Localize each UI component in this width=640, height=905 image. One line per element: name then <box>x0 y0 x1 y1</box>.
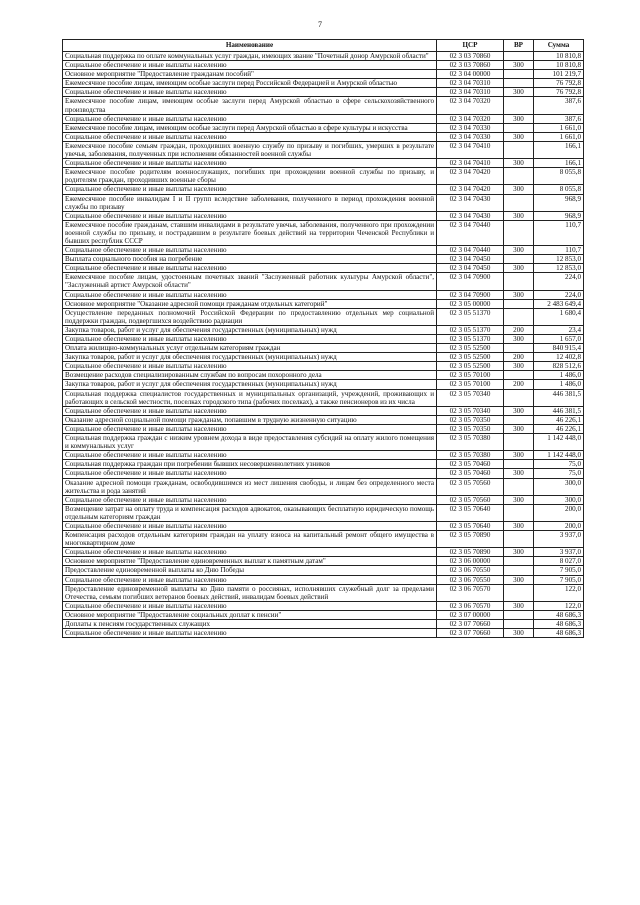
cell-vr <box>504 504 534 521</box>
table-row <box>63 406 584 415</box>
table-row <box>63 521 584 530</box>
table-row <box>63 434 584 451</box>
table-row <box>63 584 584 601</box>
cell-name: Выплата социального пособия на погребение <box>63 255 437 264</box>
table-row <box>63 610 584 619</box>
table-row <box>63 566 584 575</box>
table-body <box>63 52 584 638</box>
table-row <box>63 299 584 308</box>
cell-vr: 300 <box>504 521 534 530</box>
table-row <box>63 353 584 362</box>
cell-name: Социальное обеспечение и иные выплаты населению <box>63 88 437 97</box>
table-row <box>63 325 584 334</box>
cell-name: Закупка товаров, работ и услуг для обеспечения государственных (муниципальных) нужд <box>63 380 437 389</box>
cell-csr: 02 3 04 70450 <box>437 255 504 264</box>
page-number: 7 <box>318 20 322 29</box>
cell-name: Социальное обеспечение и иные выплаты населению <box>63 159 437 168</box>
cell-sum: 446 381,5 <box>534 389 584 406</box>
cell-sum: 1 661,0 <box>534 123 584 132</box>
header-name: Наименование <box>63 40 437 52</box>
cell-vr: 200 <box>504 353 534 362</box>
cell-sum: 48 686,3 <box>534 620 584 629</box>
cell-csr: 02 3 04 70330 <box>437 123 504 132</box>
cell-csr: 02 3 05 51370 <box>437 325 504 334</box>
cell-name: Социальное обеспечение и иные выплаты населению <box>63 114 437 123</box>
cell-sum: 840 915,4 <box>534 344 584 353</box>
cell-csr: 02 3 05 70380 <box>437 434 504 451</box>
cell-csr: 02 3 04 70310 <box>437 88 504 97</box>
table-row <box>63 575 584 584</box>
cell-csr: 02 3 05 70340 <box>437 389 504 406</box>
cell-csr: 02 3 05 70460 <box>437 460 504 469</box>
cell-name: Социальное обеспечение и иные выплаты населению <box>63 61 437 70</box>
cell-vr <box>504 620 534 629</box>
cell-csr: 02 3 05 70890 <box>437 548 504 557</box>
cell-sum: 1 142 448,0 <box>534 434 584 451</box>
cell-vr: 300 <box>504 114 534 123</box>
cell-name: Оплата жилищно-коммунальных услуг отдельным категориям граждан <box>63 344 437 353</box>
cell-csr: 02 3 07 70660 <box>437 629 504 638</box>
cell-vr <box>504 273 534 290</box>
cell-sum: 968,9 <box>534 211 584 220</box>
cell-name: Социальное обеспечение и иные выплаты населению <box>63 521 437 530</box>
cell-vr <box>504 610 534 619</box>
cell-csr: 02 3 05 70100 <box>437 371 504 380</box>
cell-csr: 02 3 04 70410 <box>437 159 504 168</box>
cell-sum: 46 226,1 <box>534 424 584 433</box>
cell-csr: 02 3 05 70640 <box>437 521 504 530</box>
cell-vr <box>504 299 534 308</box>
table-row <box>63 344 584 353</box>
table-row <box>63 531 584 548</box>
table-row <box>63 620 584 629</box>
cell-sum: 387,6 <box>534 97 584 114</box>
cell-vr <box>504 123 534 132</box>
cell-csr: 02 3 06 70550 <box>437 575 504 584</box>
cell-name: Социальная поддержка граждан с низким уровнем дохода в виде предоставления субсидий на оплату жилого помещения и коммунальных услуг <box>63 434 437 451</box>
table-row <box>63 424 584 433</box>
cell-vr: 300 <box>504 159 534 168</box>
cell-name: Ежемесячное пособие лицам, удостоенным почетных званий "Заслуженный работник культуры Амурской области", "Заслуженный артист Амурской области" <box>63 273 437 290</box>
cell-vr: 300 <box>504 290 534 299</box>
cell-vr: 300 <box>504 451 534 460</box>
budget-table <box>62 39 584 638</box>
cell-csr: 02 3 04 70410 <box>437 141 504 158</box>
cell-vr <box>504 557 534 566</box>
cell-vr: 300 <box>504 211 534 220</box>
cell-csr: 02 3 04 70430 <box>437 194 504 211</box>
table-row <box>63 264 584 273</box>
cell-sum: 166,1 <box>534 141 584 158</box>
table-row <box>63 61 584 70</box>
cell-sum: 75,0 <box>534 469 584 478</box>
cell-csr: 02 3 04 70330 <box>437 132 504 141</box>
cell-sum: 76 792,8 <box>534 88 584 97</box>
cell-csr: 02 3 05 70340 <box>437 406 504 415</box>
cell-vr: 200 <box>504 325 534 334</box>
table-row <box>63 52 584 61</box>
cell-name: Оказание адресной социальной помощи гражданам, попавшим в трудную жизненную ситуацию <box>63 415 437 424</box>
cell-name: Социальная поддержка граждан при погребении бывших несовершеннолетних узников <box>63 460 437 469</box>
cell-sum: 46 226,1 <box>534 415 584 424</box>
cell-vr: 300 <box>504 548 534 557</box>
cell-vr: 300 <box>504 406 534 415</box>
cell-sum: 12 853,0 <box>534 264 584 273</box>
cell-name: Социальное обеспечение и иные выплаты населению <box>63 469 437 478</box>
table-row <box>63 97 584 114</box>
cell-name: Социальное обеспечение и иные выплаты населению <box>63 406 437 415</box>
table-row <box>63 335 584 344</box>
table-header-row <box>63 40 584 52</box>
cell-vr <box>504 389 534 406</box>
cell-csr: 02 3 04 70450 <box>437 264 504 273</box>
cell-vr <box>504 194 534 211</box>
cell-csr: 02 3 05 52500 <box>437 344 504 353</box>
cell-vr <box>504 531 534 548</box>
table-row <box>63 123 584 132</box>
cell-sum: 110,7 <box>534 246 584 255</box>
cell-vr <box>504 97 534 114</box>
cell-name: Социальное обеспечение и иные выплаты населению <box>63 575 437 584</box>
cell-name: Основное мероприятие "Предоставление гражданам пособий" <box>63 70 437 79</box>
cell-name: Основное мероприятие "Предоставление единовременных выплат к памятным датам" <box>63 557 437 566</box>
cell-vr: 300 <box>504 246 534 255</box>
cell-sum: 3 937,0 <box>534 531 584 548</box>
cell-csr: 02 3 05 51370 <box>437 308 504 325</box>
cell-sum: 48 686,3 <box>534 629 584 638</box>
cell-name: Предоставление единовременной выплаты ко Дню памяти о россиянах, исполнявших служебный долг за пределами Отечества, семьям погибших ветеранов боевых действий, инвалидам боевых действий <box>63 584 437 601</box>
cell-sum: 300,0 <box>534 495 584 504</box>
table-row <box>63 290 584 299</box>
cell-name: Оказание адресной помощи гражданам, освободившимся из мест лишения свободы, и лицам без определенного места жительства и рода занятий <box>63 478 437 495</box>
cell-csr: 02 3 06 00000 <box>437 557 504 566</box>
cell-csr: 02 3 03 70860 <box>437 52 504 61</box>
cell-sum: 446 381,5 <box>534 406 584 415</box>
cell-sum: 8 027,0 <box>534 557 584 566</box>
table-row <box>63 132 584 141</box>
cell-name: Возмещение затрат на оплату труда и компенсация расходов адвокатов, оказывающих бесплатную юридическую помощь отдельным категориям граждан <box>63 504 437 521</box>
cell-csr: 02 3 05 51370 <box>437 335 504 344</box>
cell-sum: 101 219,7 <box>534 70 584 79</box>
cell-sum: 1 680,4 <box>534 308 584 325</box>
cell-sum: 1 142 448,0 <box>534 451 584 460</box>
cell-vr <box>504 168 534 185</box>
cell-vr: 200 <box>504 380 534 389</box>
cell-vr: 300 <box>504 495 534 504</box>
cell-name: Основное мероприятие "Предоставление социальных доплат к пенсии" <box>63 610 437 619</box>
cell-csr: 02 3 04 70310 <box>437 79 504 88</box>
table-row <box>63 308 584 325</box>
cell-vr: 300 <box>504 362 534 371</box>
cell-name: Предоставление единовременной выплаты ко Дню Победы <box>63 566 437 575</box>
cell-vr <box>504 141 534 158</box>
cell-csr: 02 3 06 70570 <box>437 601 504 610</box>
cell-sum: 224,0 <box>534 290 584 299</box>
table-row <box>63 629 584 638</box>
table-row <box>63 504 584 521</box>
cell-name: Возмещение расходов специализированным службам по вопросам похоронного дела <box>63 371 437 380</box>
cell-sum: 10 810,8 <box>534 61 584 70</box>
cell-sum: 224,0 <box>534 273 584 290</box>
cell-vr: 300 <box>504 264 534 273</box>
table-row <box>63 194 584 211</box>
cell-sum: 23,4 <box>534 325 584 334</box>
cell-name: Социальное обеспечение и иные выплаты населению <box>63 335 437 344</box>
cell-name: Закупка товаров, работ и услуг для обеспечения государственных (муниципальных) нужд <box>63 353 437 362</box>
cell-sum: 387,6 <box>534 114 584 123</box>
cell-csr: 02 3 04 70900 <box>437 273 504 290</box>
cell-sum: 1 486,0 <box>534 371 584 380</box>
cell-vr: 300 <box>504 601 534 610</box>
cell-name: Социальное обеспечение и иные выплаты населению <box>63 264 437 273</box>
cell-csr: 02 3 04 70900 <box>437 290 504 299</box>
cell-name: Доплаты к пенсиям государственных служащих <box>63 620 437 629</box>
table-row <box>63 601 584 610</box>
table-row <box>63 273 584 290</box>
cell-sum: 3 937,0 <box>534 548 584 557</box>
cell-sum: 8 055,8 <box>534 185 584 194</box>
table-row <box>63 460 584 469</box>
cell-name: Закупка товаров, работ и услуг для обеспечения государственных (муниципальных) нужд <box>63 325 437 334</box>
cell-csr: 02 3 06 70570 <box>437 584 504 601</box>
table-row <box>63 495 584 504</box>
cell-vr <box>504 584 534 601</box>
cell-name: Ежемесячное пособие гражданам, ставшим инвалидами в результате увечья, заболевания, полученного при прохождении военной службы по призыву, и пострадавшим в результате боевых действий на территории Чеченской Республики и бывших республик СССР <box>63 220 437 245</box>
cell-csr: 02 3 05 70380 <box>437 451 504 460</box>
cell-csr: 02 3 05 52500 <box>437 362 504 371</box>
cell-vr <box>504 344 534 353</box>
cell-vr: 300 <box>504 575 534 584</box>
table-row <box>63 415 584 424</box>
cell-sum: 200,0 <box>534 504 584 521</box>
cell-vr <box>504 79 534 88</box>
cell-sum: 300,0 <box>534 478 584 495</box>
cell-name: Ежемесячное пособие лицам, имеющим особые заслуги перед Российской Федерацией и Амурской областью <box>63 79 437 88</box>
cell-csr: 02 3 05 70350 <box>437 424 504 433</box>
cell-sum: 200,0 <box>534 521 584 530</box>
table-row <box>63 451 584 460</box>
cell-vr: 300 <box>504 629 534 638</box>
cell-name: Компенсация расходов отдельным категориям граждан на уплату взноса на капитальный ремонт общего имущества в многоквартирном доме <box>63 531 437 548</box>
table-row <box>63 362 584 371</box>
cell-vr <box>504 566 534 575</box>
cell-name: Социальное обеспечение и иные выплаты населению <box>63 290 437 299</box>
cell-sum: 1 661,0 <box>534 132 584 141</box>
cell-csr: 02 3 05 70560 <box>437 495 504 504</box>
cell-vr: 300 <box>504 61 534 70</box>
table-row <box>63 548 584 557</box>
cell-csr: 02 3 06 70550 <box>437 566 504 575</box>
cell-sum: 12 853,0 <box>534 255 584 264</box>
cell-vr: 300 <box>504 424 534 433</box>
cell-name: Социальное обеспечение и иные выплаты населению <box>63 185 437 194</box>
cell-csr: 02 3 04 70320 <box>437 114 504 123</box>
table-row <box>63 389 584 406</box>
cell-vr <box>504 478 534 495</box>
cell-name: Социальное обеспечение и иные выплаты населению <box>63 629 437 638</box>
cell-csr: 02 3 05 70560 <box>437 478 504 495</box>
header-csr: ЦСР <box>437 40 504 52</box>
table-row <box>63 246 584 255</box>
cell-sum: 8 055,8 <box>534 168 584 185</box>
cell-sum: 10 810,8 <box>534 52 584 61</box>
cell-name: Социальное обеспечение и иные выплаты населению <box>63 601 437 610</box>
table-row <box>63 469 584 478</box>
cell-csr: 02 3 05 70640 <box>437 504 504 521</box>
table-row <box>63 141 584 158</box>
cell-vr: 300 <box>504 469 534 478</box>
cell-sum: 2 483 649,4 <box>534 299 584 308</box>
cell-vr <box>504 415 534 424</box>
cell-csr: 02 3 04 00000 <box>437 70 504 79</box>
cell-csr: 02 3 07 00000 <box>437 610 504 619</box>
table-row <box>63 380 584 389</box>
table-row <box>63 114 584 123</box>
cell-csr: 02 3 07 70660 <box>437 620 504 629</box>
cell-name: Ежемесячное пособие семьям граждан, проходивших военную службу по призыву и погибших, умерших в результате увечья, заболевания, полученных при исполнении обязанностей военной службы <box>63 141 437 158</box>
cell-csr: 02 3 05 00000 <box>437 299 504 308</box>
cell-name: Социальная поддержка специалистов государственных и муниципальных организаций, учреждений, проживающих и работающих в сельской местности, поселках городского типа (рабочих поселках), а также пенсионеров из их числа <box>63 389 437 406</box>
cell-vr <box>504 52 534 61</box>
table-row <box>63 70 584 79</box>
cell-vr: 300 <box>504 88 534 97</box>
cell-sum: 122,0 <box>534 601 584 610</box>
cell-csr: 02 3 04 70320 <box>437 97 504 114</box>
cell-name: Основное мероприятие "Оказание адресной помощи гражданам отдельных категорий" <box>63 299 437 308</box>
cell-name: Социальная поддержка по оплате коммунальных услуг граждан, имеющих звание "Почетный донор Амурской области" <box>63 52 437 61</box>
cell-csr: 02 3 05 70460 <box>437 469 504 478</box>
header-sum: Сумма <box>534 40 584 52</box>
cell-sum: 75,0 <box>534 460 584 469</box>
cell-vr <box>504 308 534 325</box>
cell-sum: 7 905,0 <box>534 575 584 584</box>
cell-csr: 02 3 05 70100 <box>437 380 504 389</box>
cell-name: Ежемесячное пособие инвалидам I и II групп вследствие заболевания, полученного в период прохождения военной службы по призыву <box>63 194 437 211</box>
cell-vr <box>504 70 534 79</box>
table-row <box>63 220 584 245</box>
cell-csr: 02 3 04 70440 <box>437 220 504 245</box>
cell-sum: 122,0 <box>534 584 584 601</box>
cell-name: Социальное обеспечение и иные выплаты населению <box>63 211 437 220</box>
cell-sum: 110,7 <box>534 220 584 245</box>
cell-sum: 166,1 <box>534 159 584 168</box>
cell-name: Социальное обеспечение и иные выплаты населению <box>63 362 437 371</box>
cell-name: Социальное обеспечение и иные выплаты населению <box>63 451 437 460</box>
cell-name: Социальное обеспечение и иные выплаты населению <box>63 548 437 557</box>
cell-sum: 48 686,3 <box>534 610 584 619</box>
cell-vr: 300 <box>504 185 534 194</box>
table-row <box>63 185 584 194</box>
cell-csr: 02 3 04 70420 <box>437 168 504 185</box>
table-row <box>63 159 584 168</box>
cell-csr: 02 3 04 70420 <box>437 185 504 194</box>
cell-sum: 828 512,6 <box>534 362 584 371</box>
cell-sum: 1 657,0 <box>534 335 584 344</box>
cell-vr: 300 <box>504 335 534 344</box>
table-row <box>63 557 584 566</box>
cell-name: Ежемесячное пособие лицам, имеющим особые заслуги перед Амурской областью в сфере сельскохозяйственного производства <box>63 97 437 114</box>
cell-csr: 02 3 05 52500 <box>437 353 504 362</box>
cell-csr: 02 3 03 70860 <box>437 61 504 70</box>
cell-name: Ежемесячное пособие лицам, имеющим особые заслуги перед Амурской областью в сфере культуры и искусства <box>63 123 437 132</box>
cell-csr: 02 3 04 70430 <box>437 211 504 220</box>
table-row <box>63 211 584 220</box>
table-row <box>63 478 584 495</box>
cell-sum: 7 905,0 <box>534 566 584 575</box>
cell-csr: 02 3 05 70350 <box>437 415 504 424</box>
cell-name: Осуществление переданных полномочий Российской Федерации по предоставлению отдельных мер социальной поддержки граждан, подвергшихся воздействию радиации <box>63 308 437 325</box>
cell-name: Социальное обеспечение и иные выплаты населению <box>63 424 437 433</box>
cell-sum: 968,9 <box>534 194 584 211</box>
cell-vr <box>504 371 534 380</box>
table-row <box>63 255 584 264</box>
table-row <box>63 168 584 185</box>
cell-sum: 12 402,8 <box>534 353 584 362</box>
cell-vr <box>504 434 534 451</box>
cell-sum: 1 486,0 <box>534 380 584 389</box>
table-row <box>63 79 584 88</box>
table-row <box>63 88 584 97</box>
cell-csr: 02 3 05 70890 <box>437 531 504 548</box>
cell-vr <box>504 460 534 469</box>
cell-name: Социальное обеспечение и иные выплаты населению <box>63 495 437 504</box>
cell-name: Социальное обеспечение и иные выплаты населению <box>63 246 437 255</box>
cell-sum: 76 792,8 <box>534 79 584 88</box>
header-vr: ВР <box>504 40 534 52</box>
cell-name: Ежемесячное пособие родителям военнослужащих, погибших при прохождении военной службы по призыву, и родителям граждан, проходивших военные сборы <box>63 168 437 185</box>
cell-vr: 300 <box>504 132 534 141</box>
cell-csr: 02 3 04 70440 <box>437 246 504 255</box>
table-row <box>63 371 584 380</box>
cell-vr <box>504 255 534 264</box>
cell-vr <box>504 220 534 245</box>
cell-name: Социальное обеспечение и иные выплаты населению <box>63 132 437 141</box>
